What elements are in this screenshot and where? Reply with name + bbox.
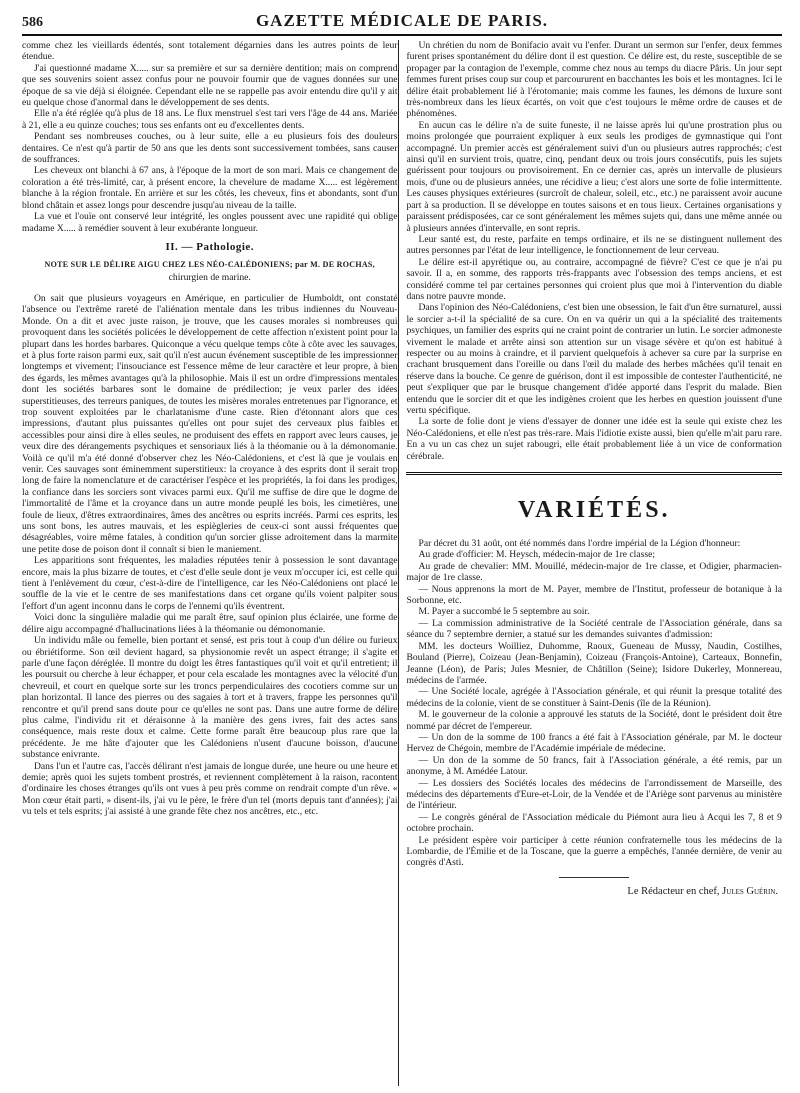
paragraph: MM. les docteurs Woilliez, Duhomme, Raoux, Gueneau de Mussy, Naudin, Costilhes, Bouland (Pierre), Coizeau (Jean-Benjamin), Coizeau (François-Antoine), Carteaux, Bonnefin, Jeanne (Léon), de Paris; Jules Mesnier, de Châtillon (Seine); Isidore Dukerley, Monnereau, médecins de l'armée. [406,640,782,686]
article-title [22,259,398,270]
paragraph: Au grade d'officier: M. Heysch, médecin-major de 1re classe; [418,549,655,561]
paragraph: Au grade de chevalier: MM. Mouillé, médecin-major de 1re classe, et Odigier, pharmacien-major de 1re classe. [406,560,782,584]
paragraph: Dans l'un et l'autre cas, l'accès délirant n'est jamais de longue durée, une heure ou une heure et demie; après quoi les sujets tombent prostrés, et reviennent complètement à la raison, racontent d'ordinaire les choses étranges qu'ils ont vues à peu près comme on rendrait compte d'un rêve. « Mon cœur était parti, » disent-ils, j'ai vu le père, le frère d'un tel (morts depuis tant d'années); j'ai vu tels et tels esprits; j'ai assisté à une grande fête chez nos ancêtres, etc., etc. [22,760,398,818]
page-header [22,6,782,36]
column-divider [398,40,407,1086]
paragraph: Leur santé est, du reste, parfaite en temps ordinaire, et ils ne se distinguent nullement des autres personnes par l'état de leur intelligence, le fonctionnement de leur cerveau. [406,233,782,257]
paragraph: On sait que plusieurs voyageurs en Amérique, en particulier de Humboldt, ont constaté l'absence ou l'extrême rareté de l'aliénation mentale dans les tribus indiennes du Nouveau-Monde. On a dit et avec juste raison, je trouve, que les causes morales si nombreuses qui provoquent dans les sociétés policées le développement de cette affection n'existent point pour la plupart dans les hordes barbares. Quiconque a vécu quelque temps côte à côte avec les sauvages, et à plus forte raison parmi eux, sait qu'il n'est aucun événement susceptible de les impressionner longtemps et vivement; l'insouciance est l'essence même de leur caractère et leur propre, à bien des égards, les mêmes avantages qu'à la philosophie. Mais il est un ordre d'impressions mentales dont les sociétés barbares sont le domaine de prédilection; je veux parler des idées superstitieuses, des terreurs paniques, de toutes les misères morales entretenues par l'ignorance, et trop souvent exploitées par le charlatanisme d'une caste. Rien d'étonnant alors que ces impressions, d'autant plus puissantes qu'elles ont pour sujet des cerveaux plus faibles et accessibles pour ainsi dire à elles seules, ne produisent des effets en rapport avec leurs causes, je veux dire des dérangements psychiques et sensoriaux liés à la théomanie ou à la démonomanie. Voilà ce qu'il m'a été donné d'observer chez les Néo-Calédoniens, et c'est là que je voulais en venir. Ces sauvages sont éminemment superstitieux: la croyance à des esprits dont il serait trop long de faire la nomenclature et de caractériser l'espèce et les propriétés, la foi dans les prodiges, la confiance dans les sorciers sont vivaces parmi eux. Qu'il me suffise de dire que le dogme de l'immortalité de l'âme et la croyance dans un autre monde peuplé les bois, les cimetières, une foule de lieux, d'êtres extraordinaires, âmes des ancêtres ou esprits incréés. Parmi ces esprits, les uns sont bons, les autres mauvais, et les espiègleries de ceux-ci sont aussi fréquentes que désagréables, voire même fatales, à condition qu'un sorcier glisse adroitement dans la marmite une petite dose de poison dont il connaît si bien le maniement. [22,292,398,555]
paragraph: La sorte de folie dont je viens d'essayer de donner une idée est la seule qui existe chez les Néo-Calédoniens, et elle n'est pas très-rare. Mais l'idiotie existe aussi, bien qu'elle m'ait paru rare. En a vu un cas chez un sujet rabougri, elle était probablement liée à un vice de conformation cérébrale. [406,416,782,462]
paragraph: — Le congrès général de l'Association médicale du Piémont aura lieu à Acqui les 7, 8 et 9 octobre prochain. [406,811,782,835]
paragraph: J'ai questionné madame X..... sur sa première et sur sa dernière dentition; mais on comprend que ses souvenirs soient assez confus pour ne pouvoir fournir que de vagues données sur une époque de sa vie déjà si éloignée. Cependant elle ne se rappelle pas avoir entendu dire qu'il y ait eu quelque chose d'anormal dans le développement de ses dents. [22,62,398,109]
left-column [22,40,398,1086]
section-heading-pathologie: II. — Pathologie. [165,240,255,253]
paragraph: Elle n'a été réglée qu'à plus de 18 ans. Le flux menstruel s'est tari vers l'âge de 44 ans. Mariée à 21, elle a eu quinze couches; tous ses enfants ont eu d'excellentes dents. [22,108,398,131]
paragraph: Dans l'opinion des Néo-Calédoniens, c'est bien une obsession, le fait d'un être surnaturel, aussi le sorcier a-t-il la spécialité de sa cure. On en va quérir un qui a la spécialité des traitements psychiques, un familier des esprits qui ne craint point de contrarier un lutin. Le sorcier admoneste vivement le malade et arrête ainsi son attention sur un visage sévère et qu'on est habitué à respecter ou au moins à craindre, et il parvient quelquefois à achever sa cure par la surprise en crachant brusquement dans l'oreille ou dans l'œil du malade des herbes mâchées qu'il tenait en réserve dans la bouche. Ce genre de guérison, dont il est impossible de contester l'authenticité, ne peut s'expliquer que par le brusque changement d'idée apporté dans l'esprit du malade. Bien entendu que le sorcier dit et que les indigènes croient que les herbes en question jouissent d'une vertu spécifique. [406,302,782,416]
section-rule [406,472,782,475]
paragraph: En aucun cas le délire n'a de suite funeste, il ne laisse après lui qu'une prostration plus ou moins prolongée que pourraient expliquer à eux seuls les prodiges de gymnastique qui l'ont accompagné. Un premier accès est généralement suivi d'un ou plusieurs autres rapprochés; c'est ainsi qu'il en survient trois, quatre, cinq, pendant deux ou trois jours consécutifs, puis les sujets guérissent pour toujours ou provisoirement. En ce dernier cas, après un intervalle de plusieurs mois, d'une ou de plusieurs années, une récidive a lieu; c'est alors une sorte de folie intermittente. Les causes physiques extérieures (surcroît de chaleur, soleil, etc., etc.) ne paraissent avoir aucune part à sa production. Il se développe en toutes saisons et en tous lieux. Certaines organisations y paraissent prédisposées, car ce sont généralement les mêmes sujets qui, dans une même année ou à plusieurs années d'intervalle, en sont repris. [406,119,782,234]
paragraph: La vue et l'ouïe ont conservé leur intégrité, les ongles poussent avec une rapidité qui oblige madame X..... à remédier souvent à leur exubérante longueur. [22,211,398,234]
right-column [406,40,782,1086]
editor-signature [406,886,782,897]
paragraph: Pendant ses nombreuses couches, ou à leur suite, elle a eu plusieurs fois des douleurs dentaires. Ce n'est qu'à partir de 50 ans que les dents sont successivement tombées, sans causer de souffrances. [22,131,398,166]
paragraph: Voici donc la singulière maladie qui me paraît être, sauf opinion plus éclairée, une forme de délire aigu accompagné d'hallucinations liées à la théomanie ou démonomanie. [22,612,398,635]
paragraph: Un chrétien du nom de Bonifacio avait vu l'enfer. Durant un sermon sur l'enfer, deux femmes furent prises spontanément du délire dont il est question. Ce délire est, du reste, susceptible de se propager par la contagion de l'exemple, comme chez nous au temps du diacre Pâris. Un jour sept femmes furent prises coup sur coup et parcoururent en bacchantes les bois et les montagnes. Ici le délire était probablement lié à l'érotomanie; mais comme les faunes, les démons de luxure sont très-nombreux dans les lieux écartés, on voit que c'est toujours le même ordre de causes et de phénomènes. [406,40,782,120]
paragraph: Les apparitions sont fréquentes, les maladies réputées tenir à possession le sont davantage encore, mais la plus bizarre de toutes, et c'est d'elle seule dont je veux m'occuper ici, est celle qui tient à l'enlèvement du cœur, c'est-à-dire de l'intelligence, car les Néo-Calédoniens ont placé le souffle de la vie et le centre de ses manifestations dans cet organe qu'ils voient palpiter sous l'effort d'un agent inconnu dans le corps de l'ennemi qu'ils éventrent. [22,555,398,612]
closing-rule [559,877,629,878]
paragraph: M. le gouverneur de la colonie a approuvé les statuts de la Société, dont le président doit être nommé par décret de l'empereur. [406,709,782,732]
journal-title: GAZETTE MÉDICALE DE PARIS. [255,11,549,30]
paragraph: M. Payer a succombé le 5 septembre au soir. [418,606,590,618]
section-heading-varietes: VARIÉTÉS. [517,497,671,524]
paragraph: — Un don de la somme de 100 francs a été fait à l'Association générale, par M. le docteur Hervez de Chégoin, membre de l'Académie impériale de médecine. [406,731,782,755]
page-number: 586 [22,15,43,30]
paragraph: Le président espère voir participer à cette réunion confraternelle tous les médecins de la Lombardie, de l'Émilie et de la Toscane, que la guerre a empêchés, l'année dernière, de venir au congrès d'Asti. [406,834,782,869]
paragraph: comme chez les vieillards édentés, sont totalement dégarnies dans les autres points de leur étendue. [22,40,398,63]
paragraph: Par décret du 31 août, ont été nommés dans l'ordre impérial de la Légion d'honneur: [418,538,741,550]
signature-prefix: Le Rédacteur en chef, [627,885,720,897]
paragraph: — Nous apprenons la mort de M. Payer, membre de l'Institut, professeur de botanique à la Sorbonne, etc. [406,583,782,607]
paragraph: — Les dossiers des Sociétés locales des médecins de l'arrondissement de Marseille, des médecins des départements d'Eure-et-Loir, de la Vendée et de l'Ariège sont parvenus au ministère de l'intérieur. [406,777,782,812]
paragraph: — Une Société locale, agrégée à l'Association générale, et qui réunit la presque totalité des médecins de la colonie, vient de se constituer à Saint-Denis (île de la Réunion). [406,686,782,709]
article-title-text: NOTE SUR LE DÉLIRE AIGU CHEZ LES NÉO-CALÉDONIENS; par M. DE ROCHAS, [44,259,375,269]
newspaper-page [22,6,782,1086]
article-author-role: chirurgien de marine. [168,271,251,283]
signature-name: Jules Guérin. [722,885,778,897]
paragraph: — Un don de la somme de 50 francs, fait à l'Association générale, a été remis, par un anonyme, à M. Amédée Latour. [406,754,782,778]
paragraph: Les cheveux ont blanchi à 67 ans, à l'époque de la mort de son mari. Mais ce changement de coloration a été très-limité, car, à présent encore, la chevelure de madame X..... est légèrement blanche à la région frontale. En arrière et sur les côtés, les cheveux, fins et abondants, sont d'un blond châtain et assez longs pour descendre jusqu'au niveau de la taille. [22,165,398,211]
paragraph: Un individu mâle ou femelle, bien portant et sensé, est pris tout à coup d'un délire ou furieux ou ébriétiforme. Son œil devient hagard, sa physionomie revêt un aspect étrange; il s'agite et parle d'une façon déréglée. Il montre du doigt les êtres fantastiques qu'il voit et qu'il entretient; il les poursuit ou cherche à leur échapper, et pour cela escalade les montagnes avec la vélocité d'un chevreuil, et court en quelque sorte sur les troncs perpendiculaires des cocotiers comme sur un plan horizontal. Il lance des pierres ou des sagaies à tort et à travers, frappe les personnes qu'il rencontre et qu'il prend sans doute pour ce qu'elles ne sont pas. Dans une autre forme de délire plus calme, l'individu rit et déraisonne à la manière des gens ivres, fait des actes sans conséquence, mais reste doux et calme. Cette forme paraît être beaucoup plus rare que la précédente. Je me hâte d'ajouter que les Calédoniens n'usent d'aucune boisson, d'aucune substance enivrante. [22,635,398,761]
paragraph: — La commission administrative de la Société centrale de l'Association générale, dans sa séance du 7 septembre dernier, a statué sur les demandes suivantes d'admission: [406,617,782,641]
two-column-body [22,40,782,1086]
paragraph: Le délire est-il apyrétique ou, au contraire, accompagné de fièvre? C'est ce que je n'ai pu savoir. Il a, en somme, des rapports très-frappants avec l'obsession des temps anciens, et est considéré comme tel par certaines personnes qui croient plus que moi à l'intervention du diable dans notre pauvre monde. [406,256,782,302]
